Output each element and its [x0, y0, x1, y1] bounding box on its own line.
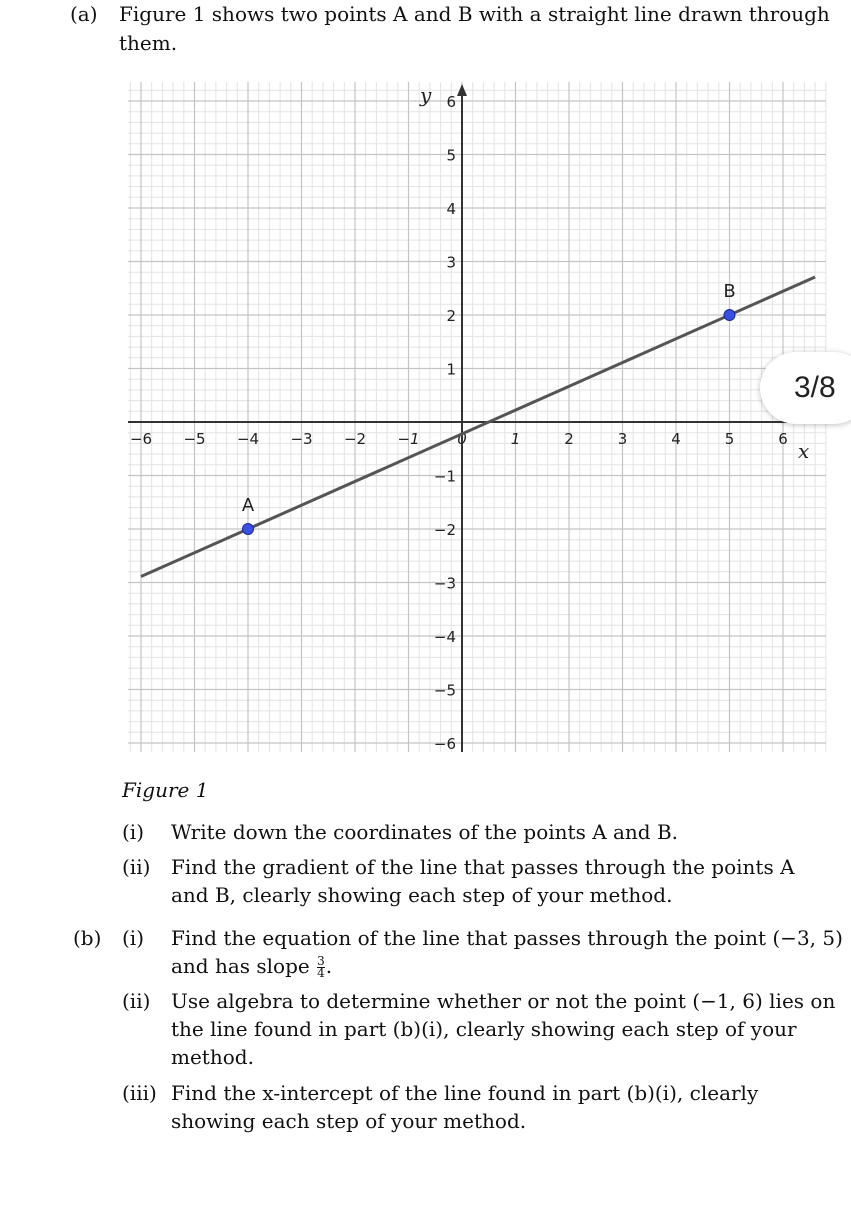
figure-caption: Figure 1	[122, 778, 209, 802]
x-tick-label: −5	[183, 430, 206, 448]
part-a-label: (a)	[70, 2, 98, 26]
y-tick-label: 1	[446, 360, 456, 379]
line-ab	[141, 277, 815, 577]
axes	[128, 84, 826, 752]
x-tick-label: 2	[564, 430, 574, 448]
part-b-iii-line2: showing each step of your method.	[171, 1109, 527, 1133]
y-tick-label: −2	[433, 521, 456, 539]
y-tick-label: −5	[433, 681, 456, 700]
part-a-ii-line1: Find the gradient of the line that passes through the points A	[171, 855, 795, 879]
part-a-line1: Figure 1 shows two points A and B with a straight line drawn through	[119, 2, 830, 26]
part-b-i-line2: and has slope $\frac{3}{4}$ .	[171, 954, 333, 980]
page-indicator: 3/8	[760, 352, 851, 424]
point-a-label: A	[241, 495, 255, 516]
point-b	[724, 310, 735, 321]
y-tick-label: −1	[433, 467, 456, 486]
part-b-ii-label: (ii)	[122, 989, 151, 1013]
part-a-line2: them.	[119, 31, 178, 55]
part-a-i-text: Write down the coordinates of the points A and B.	[171, 820, 679, 844]
y-tick-label: 3	[446, 253, 456, 272]
y-tick-label: 4	[446, 200, 456, 218]
y-tick-label: 6	[446, 93, 456, 111]
grid	[128, 82, 826, 752]
part-a-i-label: (i)	[122, 820, 145, 844]
part-a-ii-line2: and B, clearly showing each step of your method.	[171, 883, 673, 907]
y-axis-label: y	[420, 83, 432, 107]
y-tick-label: 2	[446, 307, 456, 325]
x-tick-label: 0	[457, 430, 467, 448]
line-through-a-b	[141, 277, 815, 577]
y-tick-label: −6	[433, 735, 456, 753]
part-a-ii-label: (ii)	[122, 855, 151, 879]
x-tick-label: 3	[617, 430, 628, 448]
point-b-label: B	[723, 281, 736, 302]
slope-numerator: 3	[317, 954, 325, 968]
part-b-i-line1: Find the equation of the line that passes through the point (−3, 5)	[171, 926, 843, 950]
x-tick-label: 1	[510, 430, 521, 448]
x-tick-label: −3	[290, 430, 313, 448]
y-tick-label: 5	[446, 146, 456, 165]
point-a	[243, 524, 254, 535]
x-axis-label: x	[798, 439, 810, 463]
part-b-label: (b)	[73, 926, 102, 950]
part-b-ii-line3: method.	[171, 1045, 254, 1069]
x-tick-label: −4	[236, 430, 260, 448]
part-b-ii-line2: the line found in part (b)(i), clearly showing each step of your	[171, 1017, 797, 1041]
part-b-ii-line1: Use algebra to determine whether or not the point (−1, 6) lies on	[171, 989, 836, 1013]
y-tick-label: −3	[433, 574, 456, 593]
slope-fraction	[317, 956, 325, 979]
part-b-i-label: (i)	[122, 926, 145, 950]
slope-denominator: 4	[317, 966, 325, 980]
part-b-iii-line1: Find the x-intercept of the line found in part (b)(i), clearly	[171, 1081, 759, 1105]
x-tick-label: −2	[343, 430, 367, 448]
x-tick-label: 4	[671, 430, 681, 448]
tick-labels	[130, 83, 809, 753]
x-tick-label: 5	[724, 430, 735, 448]
x-tick-label: −6	[129, 430, 153, 448]
part-b-i-line2-text: and has slope	[171, 954, 310, 978]
x-tick-label: −1	[397, 430, 420, 448]
y-tick-label: −4	[433, 628, 456, 646]
part-b-iii-label: (iii)	[122, 1081, 157, 1105]
x-tick-label: 6	[778, 430, 788, 448]
